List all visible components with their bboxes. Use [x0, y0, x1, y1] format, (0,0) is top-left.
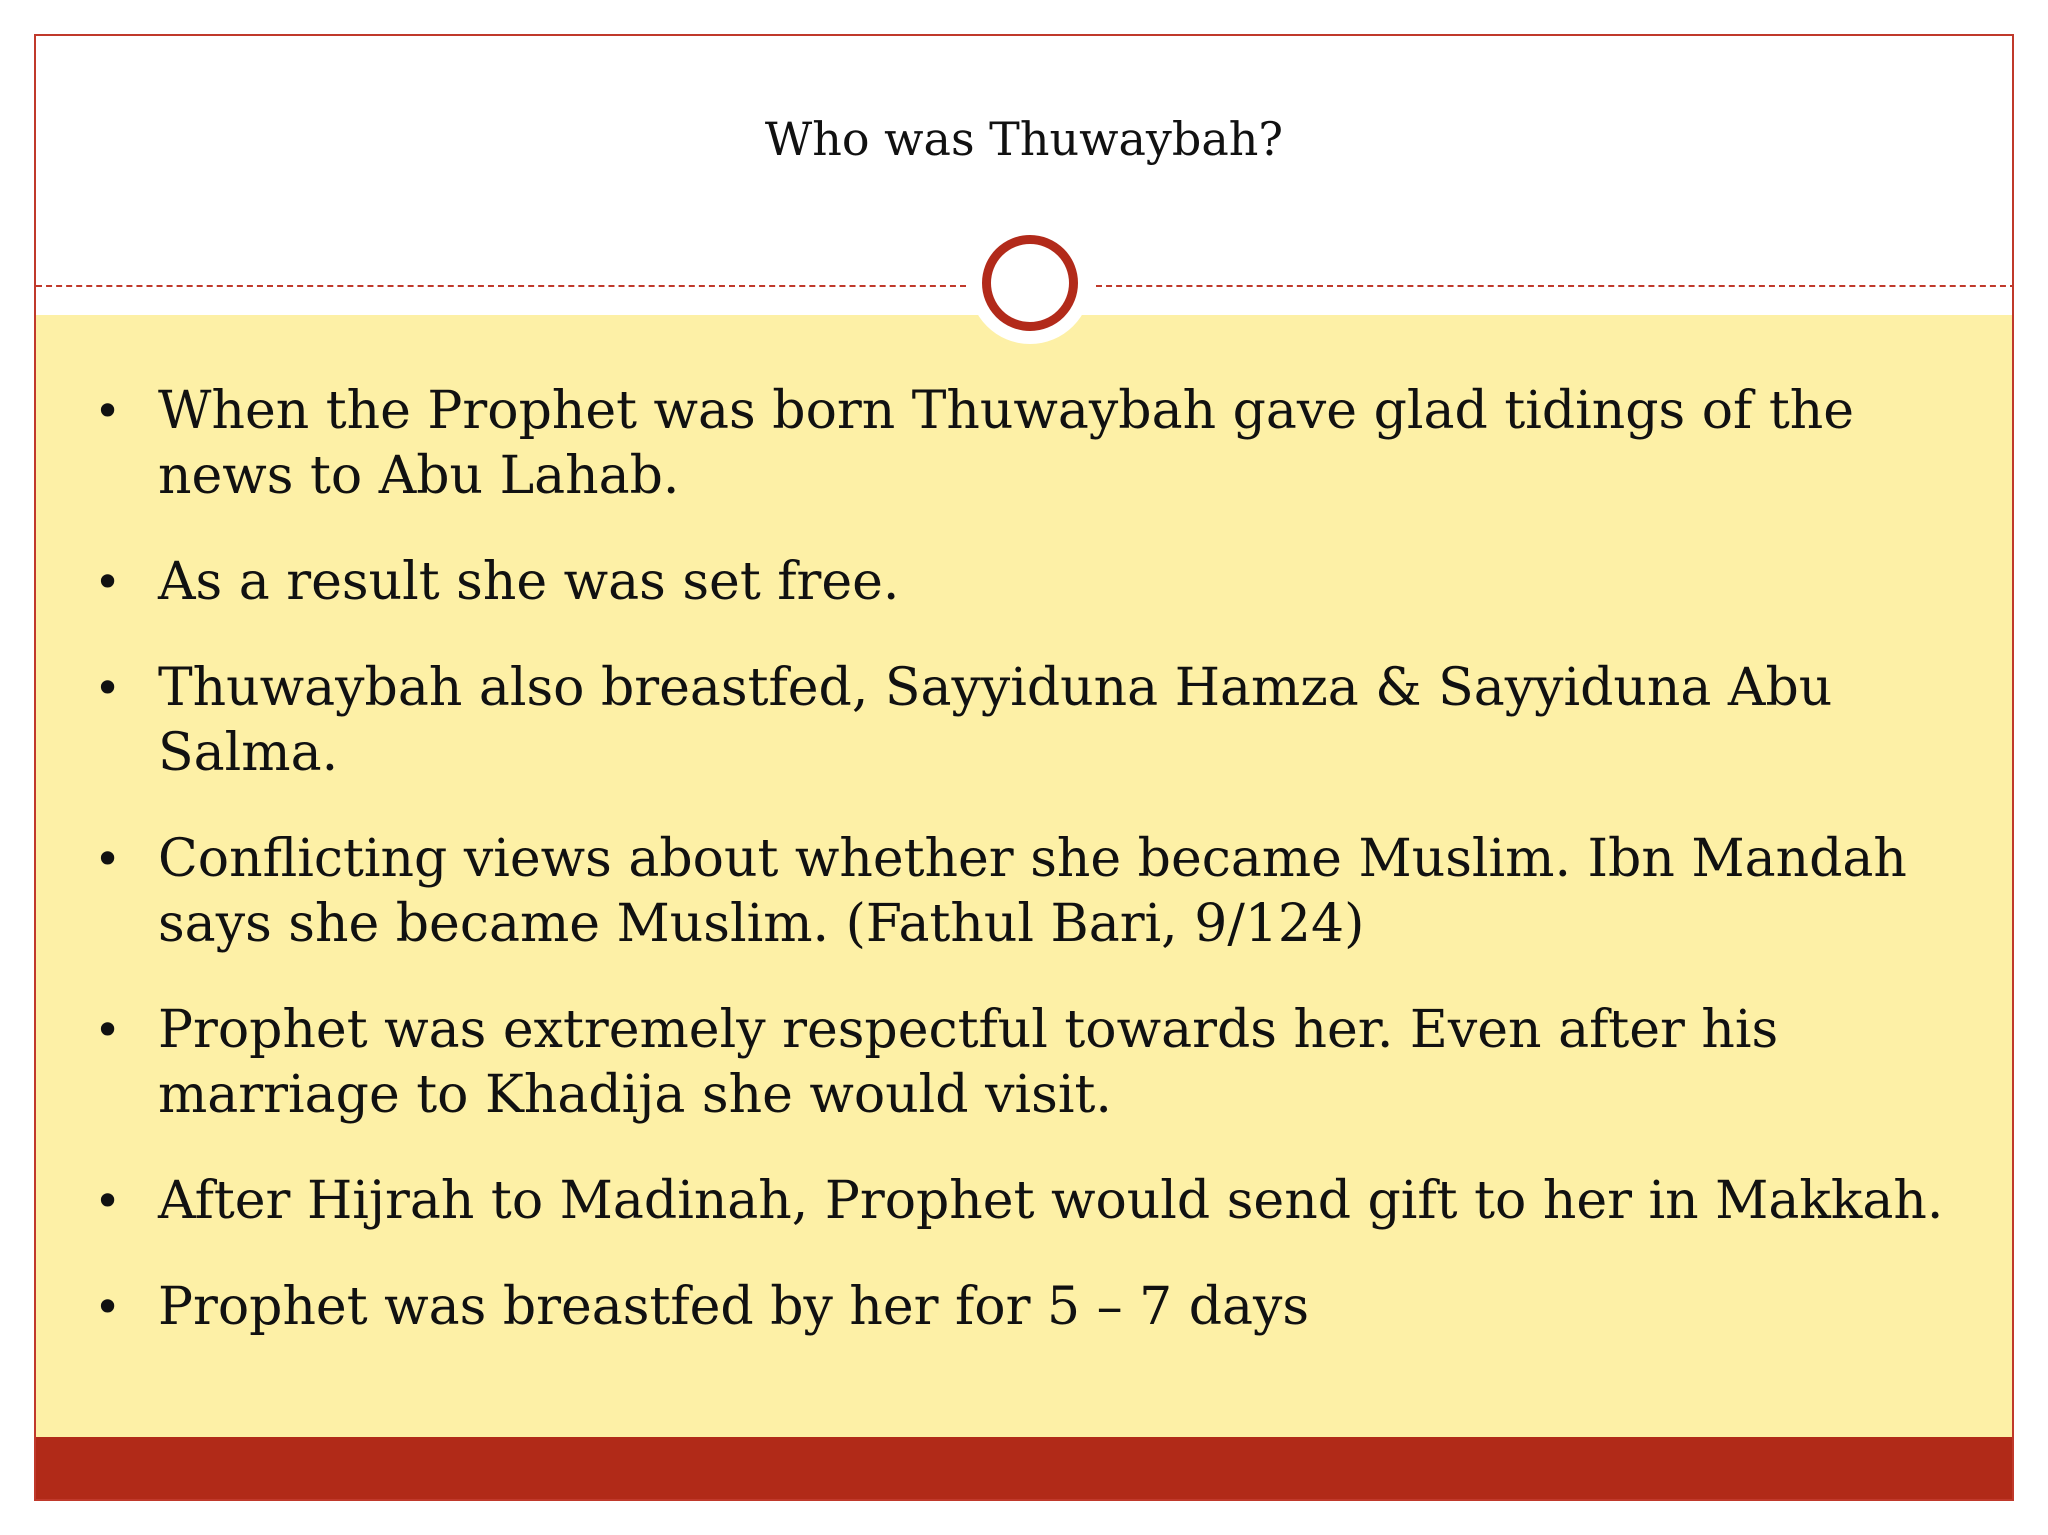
bullet-text: Conflicting views about whether she became Muslim. Ibn Mandah says she became Muslim. (Fathul Bari, 9/124): [158, 829, 1907, 954]
bullet-icon: •: [94, 1174, 122, 1228]
bullet-text: When the Prophet was born Thuwaybah gave glad tidings of the news to Abu Lahab.: [158, 381, 1854, 506]
bullet-item: [36, 1275, 2012, 1340]
slide: [34, 34, 2014, 1501]
bullet-icon: •: [94, 384, 122, 438]
bullet-text: After Hijrah to Madinah, Prophet would send gift to her in Makkah.: [158, 1171, 1944, 1231]
bullet-icon: •: [94, 555, 122, 609]
bullet-item: [36, 656, 2012, 786]
bullet-list: [36, 379, 2012, 1381]
bullet-item: [36, 827, 2012, 957]
ring-ornament-icon: [982, 235, 1078, 331]
bullet-item: [36, 1169, 2012, 1234]
bullet-icon: •: [94, 1280, 122, 1334]
bullet-item: [36, 550, 2012, 615]
bullet-item: [36, 998, 2012, 1128]
bullet-item: [36, 379, 2012, 509]
header-divider-right: [1096, 285, 2014, 287]
footer-bar: [36, 1437, 2012, 1501]
bullet-icon: •: [94, 832, 122, 886]
bullet-text: Prophet was extremely respectful towards her. Even after his marriage to Khadija she would visit.: [158, 1000, 1779, 1125]
slide-content: [36, 315, 2012, 1437]
ring-ornament-backdrop: [969, 222, 1091, 344]
header-divider-left: [36, 285, 966, 287]
bullet-text: Prophet was breastfed by her for 5 – 7 days: [158, 1277, 1310, 1337]
bullet-icon: •: [94, 1003, 122, 1057]
bullet-text: Thuwaybah also breastfed, Sayyiduna Hamza & Sayyiduna Abu Salma.: [158, 658, 1833, 783]
bullet-text: As a result she was set free.: [158, 552, 900, 612]
bullet-icon: •: [94, 661, 122, 715]
slide-title: Who was Thuwaybah?: [764, 112, 1284, 166]
